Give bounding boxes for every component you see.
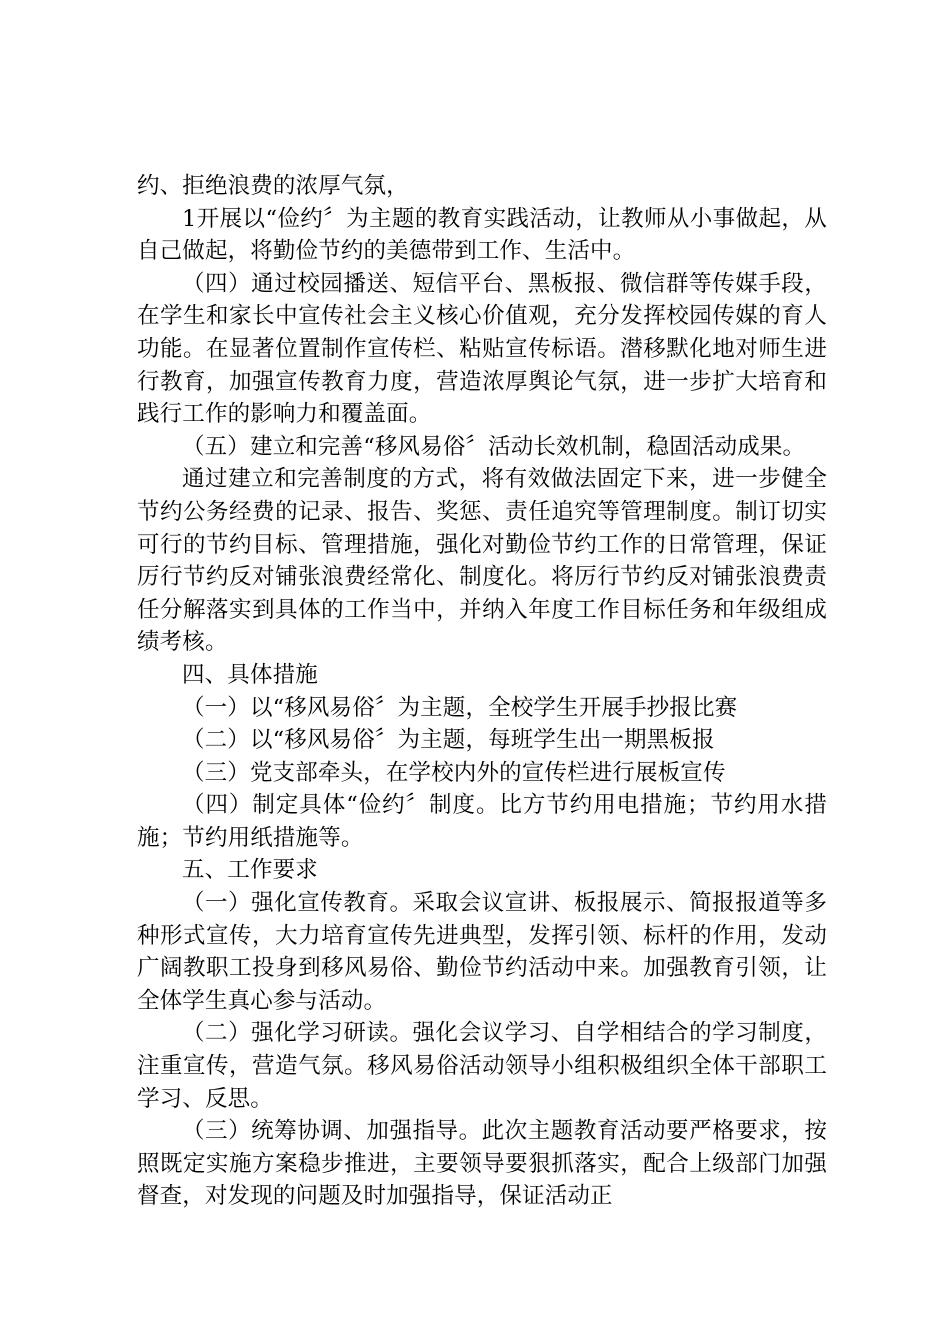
- requirement-item-3: （三）统筹协调、加强指导。此次主题教育活动要严格要求，按照既定实施方案稳步推进，主要领导要狠抓落实，配合上级部门加强督查，对发现的问题及时加强指导，保证活动正: [137, 1118, 827, 1210]
- section-heading-requirements: 五、工作要求: [182, 857, 318, 884]
- paragraph-system-building: 通过建立和完善制度的方式，将有效做法固定下来，进一步健全节约公务经费的记录、报告、奖惩、责任追究等管理制度。制订切实可行的节约目标、管理措施，强化对勤俭节约工作的日常管理，保证厉行节约反对铺张浪费经常化、制度化。将厉行节约反对铺张浪费责任分解落实到具体的工作当中，并纳入年度工作目标任务和年级组成绩考核。: [137, 466, 827, 656]
- requirement-item-1: （一）强化宣传教育。采取会议宣讲、板报展示、简报报道等多种形式宣传，大力培育宣传先进典型，发挥引领、标杆的作用，发动广阔教职工投身到移风易俗、勤俭节约活动中来。加强教育引领，让全体学生真心参与活动。: [137, 890, 827, 1014]
- measure-item-1: （一）以“移风易俗〞为主题，全校学生开展手抄报比赛: [182, 694, 738, 721]
- paragraph-long-term-mechanism: （五）建立和完善“移风易俗〞活动长效机制，稳固活动成果。: [182, 433, 806, 460]
- paragraph-continuation: 约、拒绝浪费的浓厚气氛，: [137, 173, 409, 199]
- paragraph-campus-media: （四）通过校园播送、短信平台、黑板报、微信群等传媒手段，在学生和家长中宣传社会主义核心价值观，充分发挥校园传媒的育人功能。在显著位置制作宣传栏、粘贴宣传标语。潜移默化地对师生进行教育，加强宣传教育力度，营造浓厚舆论气氛，进一步扩大培育和践行工作的影响力和覆盖面。: [137, 270, 827, 428]
- measure-item-2: （二）以“移风易俗〞为主题，每班学生出一期黑板报: [182, 727, 715, 754]
- document-page: [137, 170, 827, 1213]
- section-heading-measures: 四、具体措施: [182, 661, 318, 688]
- paragraph-frugality-activity: 1开展以“俭约〞为主题的教育实践活动，让教师从小事做起，从自己做起，将勤俭节约的美德带到工作、生活中。: [137, 205, 827, 265]
- measure-item-4: （四）制定具体“俭约〞制度。比方节约用电措施；节约用水措施；节约用纸措施等。: [137, 792, 827, 851]
- requirement-item-2: （二）强化学习研读。强化会议学习、自学相结合的学习制度，注重宣传，营造气氛。移风易俗活动领导小组积极组织全体干部职工学习、反思。: [137, 1020, 827, 1112]
- measure-item-3: （三）党支部牵头，在学校内外的宣传栏进行展板宣传: [182, 759, 726, 786]
